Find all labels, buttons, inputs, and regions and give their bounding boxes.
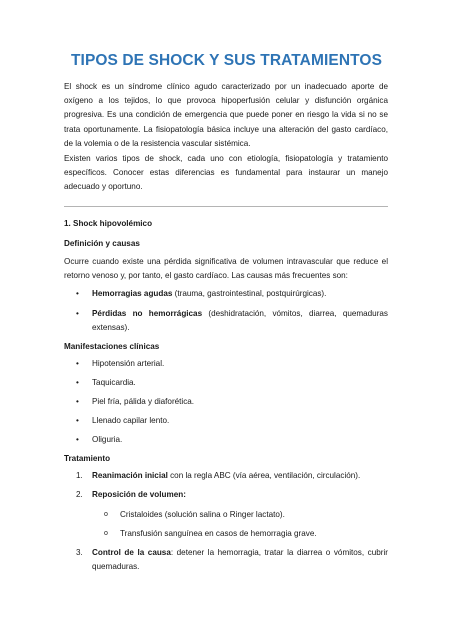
item-number: 2. — [76, 490, 83, 499]
treatment-text: con la regla ABC (vía aérea, ventilación, circulación). — [167, 471, 361, 480]
cause-bold: Pérdidas no hemorrágicas — [92, 309, 203, 318]
intro-paragraph-1: El shock es un síndrome clínico agudo caracterizado por un inadecuado aporte de oxígeno a los tejidos, lo que provoca hipoperfusión celular y disfunción orgánica progresiva. Es una condición de emergencia que puede poner en riesgo la vida si no se trata oportunamente. La fisiopatología básica incluye una alteración del gasto cardíaco, de la volemia o de la resistencia vascular sistémica. — [64, 82, 388, 148]
manifestation-text: Taquicardia. — [92, 378, 136, 387]
section-divider — [64, 206, 388, 207]
circle-bullet-icon: o — [104, 511, 108, 518]
bullet-icon: • — [76, 378, 79, 387]
page-title: TIPOS DE SHOCK Y SUS TRATAMIENTOS — [70, 52, 383, 69]
treatment-bold: Reanimación inicial — [92, 471, 168, 480]
circle-bullet-icon: o — [104, 530, 108, 537]
treatment-bold: Control de la causa — [92, 548, 171, 557]
manifestations-heading: Manifestaciones clínicas — [64, 342, 160, 351]
item-number: 3. — [76, 548, 83, 557]
bullet-icon: • — [76, 289, 79, 298]
item-number: 1. — [76, 471, 83, 480]
definition-heading: Definición y causas — [64, 239, 140, 248]
manifestation-text: Piel fría, pálida y diaforética. — [92, 397, 195, 406]
manifestation-text: Hipotensión arterial. — [92, 359, 165, 368]
bullet-icon: • — [76, 435, 79, 444]
cause-text: (trauma, gastrointestinal, postquirúrgicas). — [172, 289, 327, 298]
bullet-icon: • — [76, 397, 79, 406]
volume-item-text: Cristaloides (solución salina o Ringer lactato). — [120, 510, 285, 519]
manifestation-text: Llenado capilar lento. — [92, 416, 170, 425]
treatment-bold: Reposición de volumen: — [92, 490, 186, 499]
bullet-icon: • — [76, 309, 79, 318]
treatment-text: : detener la hemorragia, tratar la diarrea o vómitos, cubrir quemaduras. — [92, 548, 388, 572]
cause-text: (deshidratación, vómitos, diarrea, quemaduras extensas). — [92, 309, 388, 333]
cause-bold: Hemorragias agudas — [92, 289, 173, 298]
bullet-icon: • — [76, 416, 79, 425]
definition-text: Ocurre cuando existe una pérdida significativa de volumen intravascular que reduce el retorno venoso y, por tanto, el gasto cardíaco. Las causas más frecuentes son: — [64, 257, 388, 281]
volume-item-text: Transfusión sanguínea en casos de hemorragia grave. — [120, 529, 317, 538]
section-heading: 1. Shock hipovolémico — [64, 219, 153, 228]
intro-paragraph-2: Existen varios tipos de shock, cada uno con etiología, fisiopatología y tratamiento específicos. Conocer estas diferencias es fundamental para instaurar un manejo adecuado y oportuno. — [64, 154, 388, 192]
treatment-heading: Tratamiento — [64, 454, 111, 463]
manifestation-text: Oliguria. — [92, 435, 123, 444]
bullet-icon: • — [76, 359, 79, 368]
